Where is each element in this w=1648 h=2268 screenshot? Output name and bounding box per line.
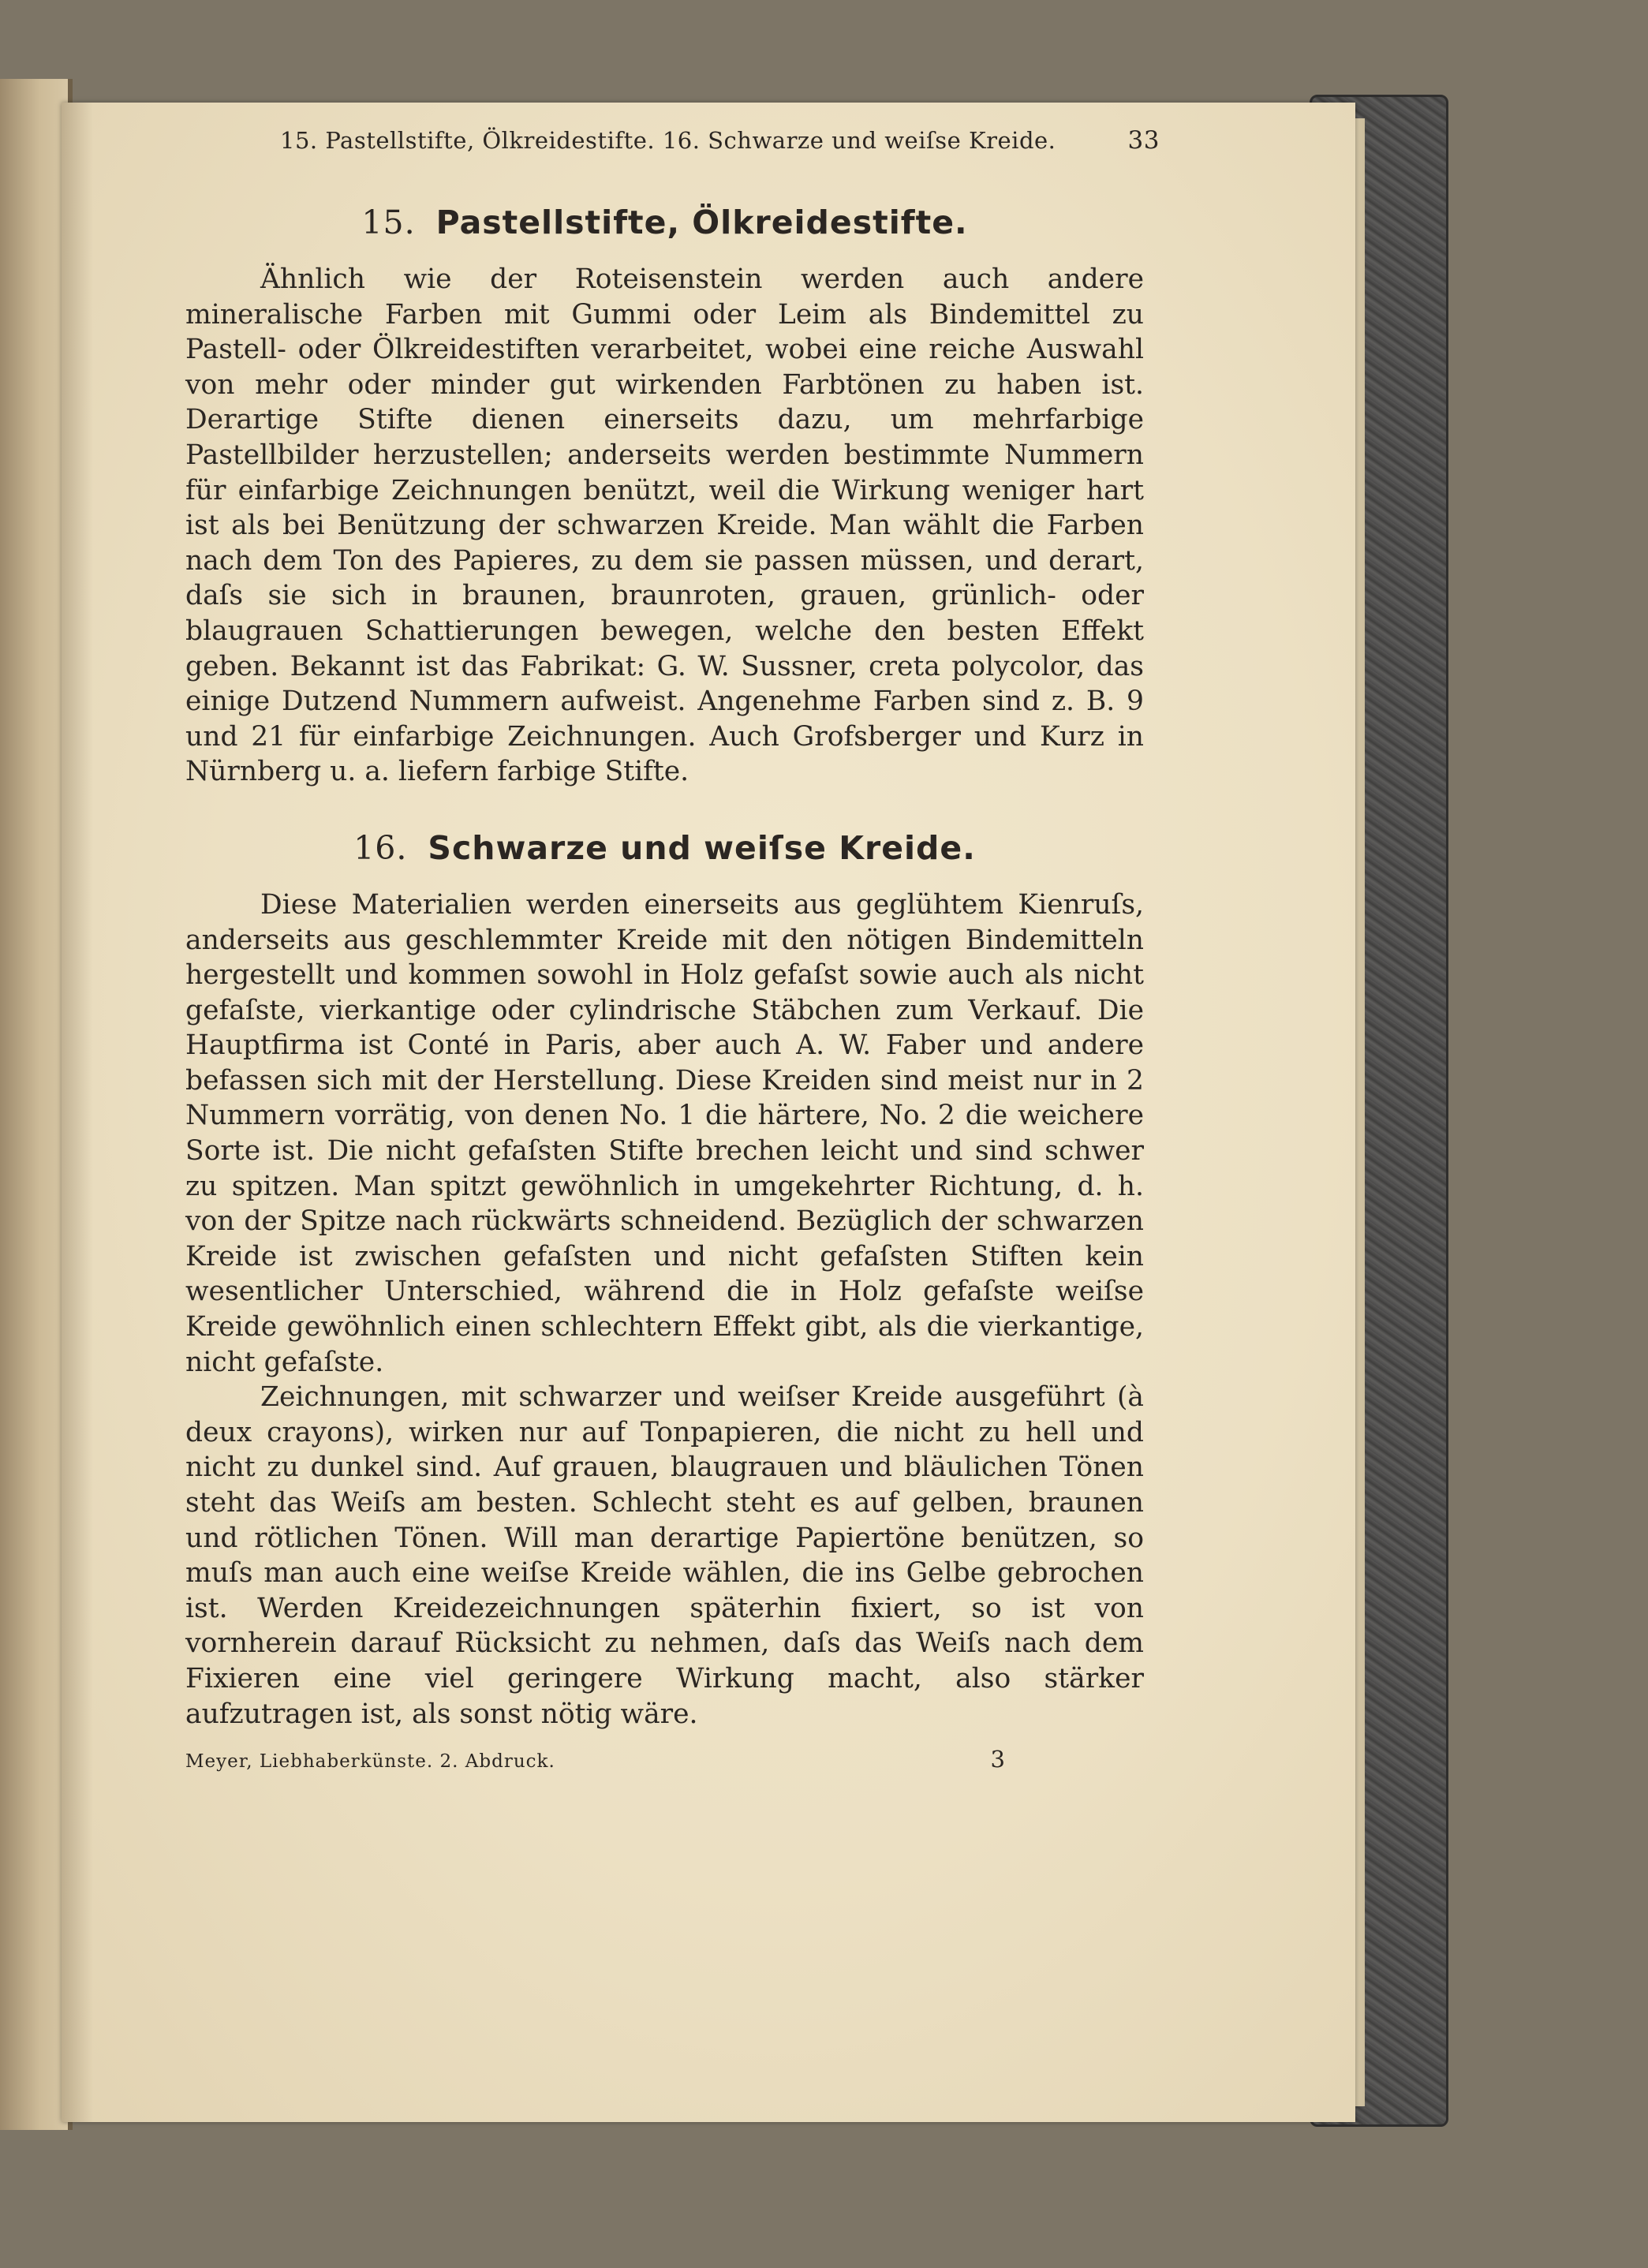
running-head-title: 15. Pastellstifte, Ölkreidestifte. 16. Schwarze und weiſse Kreide.: [280, 127, 1056, 154]
section-title: Pastellstifte, Ölkreidestifte.: [435, 204, 968, 241]
page-footer: [185, 1746, 1144, 1773]
section-heading-15: [185, 204, 1144, 241]
page-number: 33: [1127, 126, 1160, 155]
footer-imprint: Meyer, Liebhaberkünste. 2. Abdruck.: [185, 1751, 555, 1773]
page-gutter-shadow: [62, 103, 93, 2122]
paragraph: Ähnlich wie der Roteisenstein werden auch andere mineralische Farben mit Gummi oder Leim als Bindemittel zu Pastell- oder Ölkreidestiften verarbeitet, wobei eine reiche Auswahl von mehr oder minder gut wirkenden Farbtönen zu haben ist. Derartige Stifte dienen einerseits dazu, um mehrfarbige Pastellbilder herzustellen; anderseits werden bestimmte Nummern für einfarbige Zeichnungen benützt, weil die Wirkung weniger hart ist als bei Benützung der schwarzen Kreide. Man wählt die Farben nach dem Ton des Papieres, zu dem sie passen müssen, und derart, daſs sie sich in braunen, braunroten, grauen, grünlich- oder blaugrauen Schattierungen bewegen, welche den besten Effekt geben. Bekannt ist das Fabrikat: G. W. Sussner, creta polycolor, das einige Dutzend Nummern aufweist. Angenehme Farben sind z. B. 9 und 21 für einfarbige Zeichnungen. Auch Grofsberger und Kurz in Nürnberg u. a. liefern farbige Stifte.: [185, 263, 1144, 788]
section-number: 15.: [361, 204, 416, 241]
section-heading-16: [185, 829, 1144, 867]
page-content: [185, 126, 1160, 1773]
signature-mark: 3: [990, 1746, 1006, 1773]
running-head: [280, 126, 1160, 155]
paragraph: Zeichnungen, mit schwarzer und weiſser Kreide ausgeführt (à deux crayons), wirken nur auf Tonpapieren, die nicht zu hell und nicht zu dunkel sind. Auf grauen, blaugrauen und bläulichen Tönen steht das Weiſs am besten. Schlecht steht es auf gelben, braunen und rötlichen Tönen. Will man derartige Papiertöne benützen, so muſs man auch eine weiſse Kreide wählen, die ins Gelbe gebrochen ist. Werden Kreidezeichnungen späterhin fixiert, so ist von vornherein darauf Rücksicht zu nehmen, daſs das Weiſs nach dem Fixieren eine viel geringere Wirkung macht, also stärker aufzutragen ist, als sonst nötig wäre.: [185, 1381, 1144, 1730]
section-number: 16.: [353, 828, 408, 867]
paragraph: Diese Materialien werden einerseits aus geglühtem Kienruſs, anderseits aus geschlemmter Kreide mit den nötigen Bindemitteln hergestellt und kommen sowohl in Holz gefaſst sowie auch als nicht gefaſste, vierkantige oder cylindrische Stäbchen zum Verkauf. Die Hauptfirma ist Conté in Paris, aber auch A. W. Faber und andere befassen sich mit der Herstellung. Diese Kreiden sind meist nur in 2 Nummern vorrätig, von denen No. 1 die härtere, No. 2 die weichere Sorte ist. Die nicht gefaſsten Stifte brechen leicht und sind schwer zu spitzen. Man spitzt gewöhnlich in umgekehrter Richtung, d. h. von der Spitze nach rückwärts schneidend. Bezüglich der schwarzen Kreide ist zwischen gefaſsten und nicht gefaſsten Stiften kein wesentlicher Unterschied, während die in Holz gefaſste weiſse Kreide gewöhnlich einen schlechtern Effekt gibt, als die vierkantige, nicht gefaſste.: [185, 888, 1144, 1378]
section-title: Schwarze und weiſse Kreide.: [428, 828, 976, 867]
